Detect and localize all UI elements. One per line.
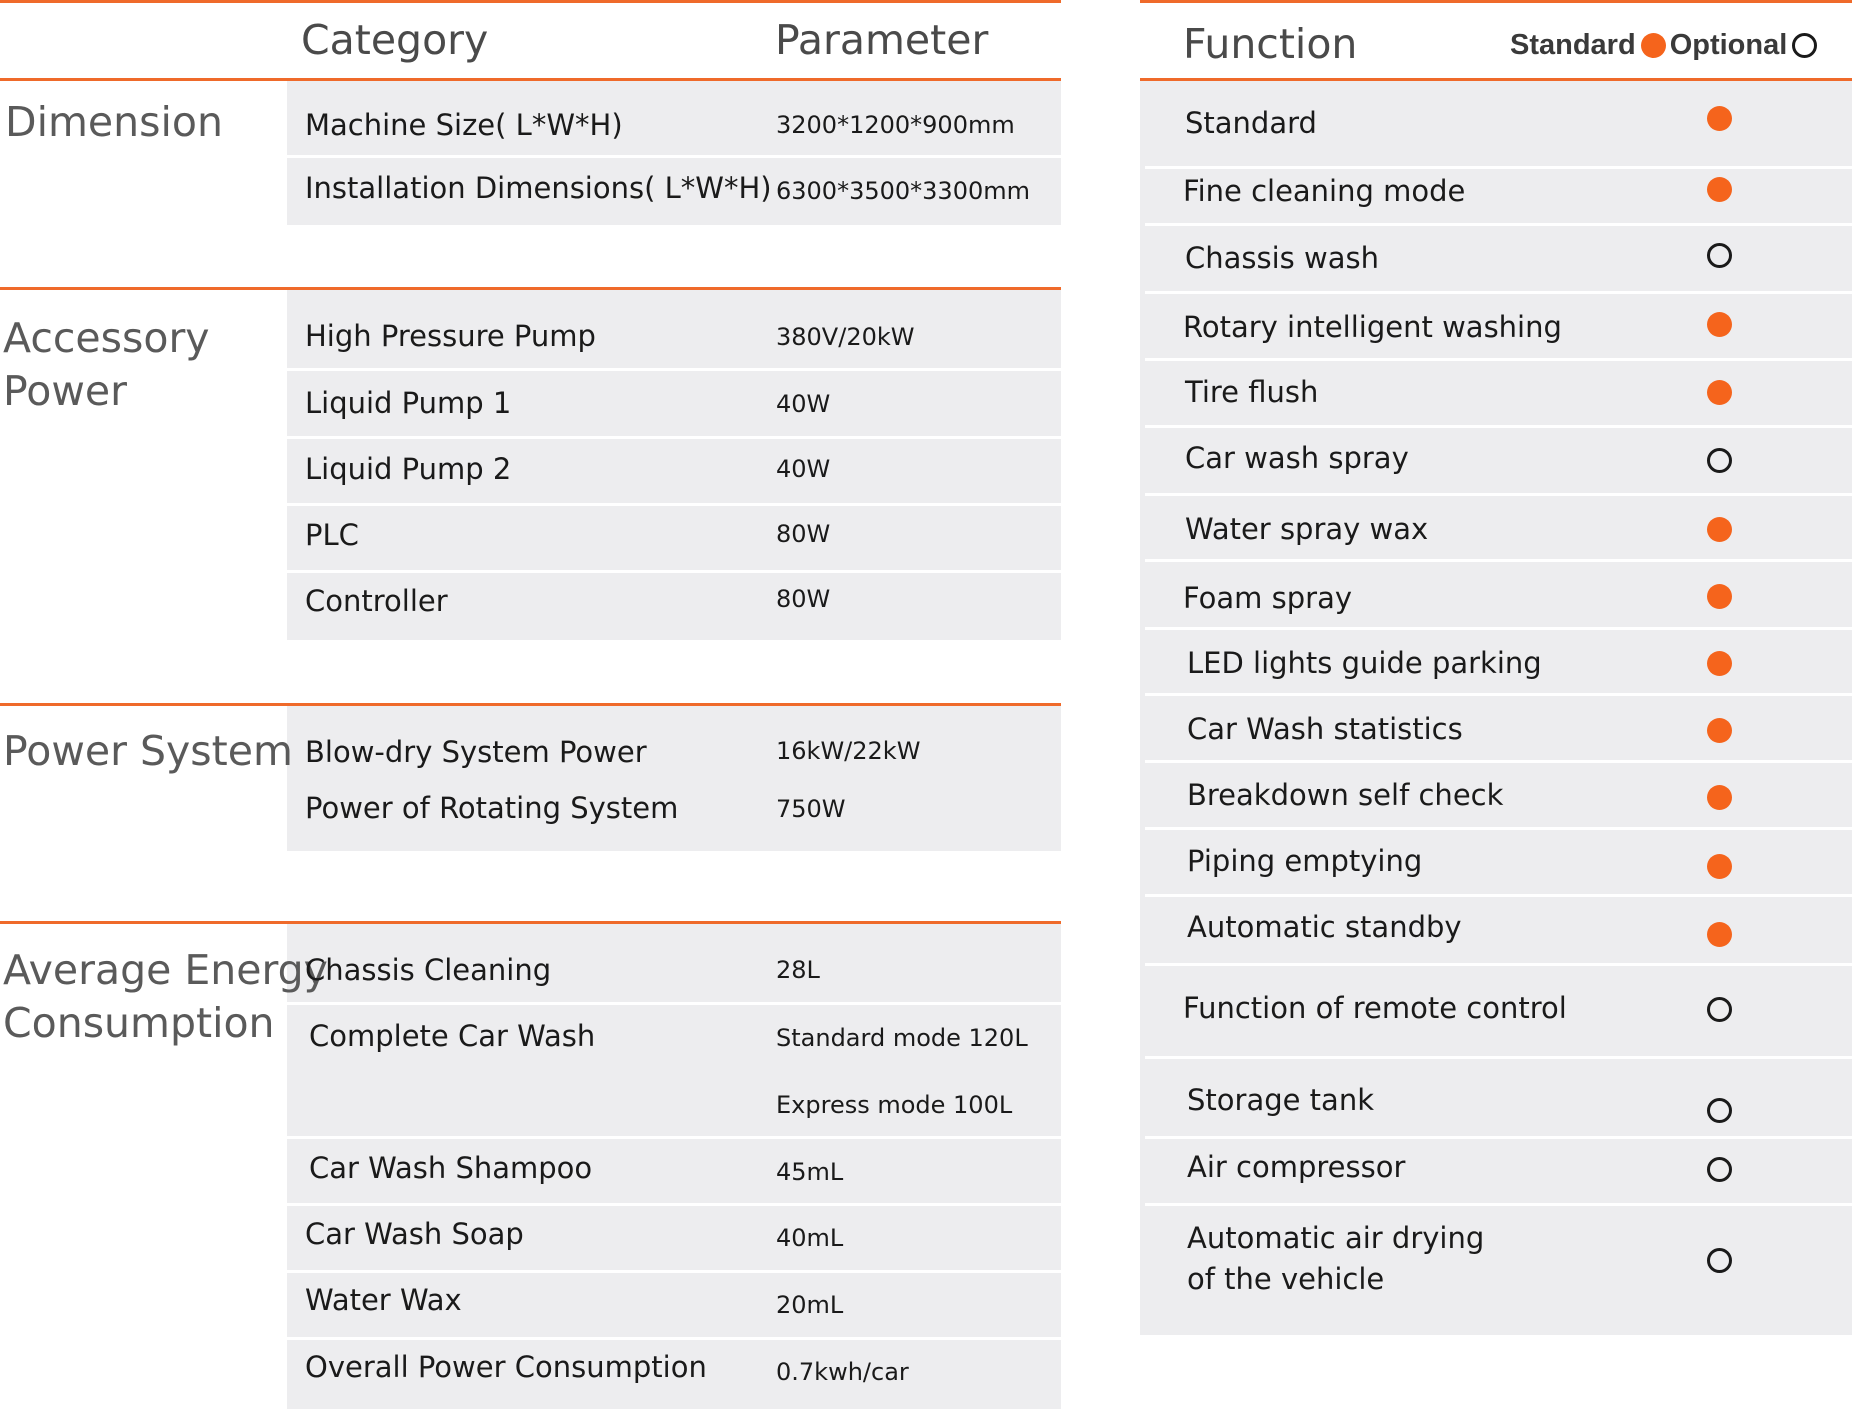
row-separator [1145, 827, 1852, 830]
function-item [1187, 1147, 1405, 1188]
function-item-label: Piping emptying [1187, 844, 1423, 878]
function-item [1183, 578, 1352, 619]
function-item [1183, 988, 1567, 1029]
section-title-line: Consumption [3, 999, 275, 1047]
row-category: Overall Power Consumption [305, 1350, 707, 1384]
section-title-line: Power System [3, 727, 293, 775]
section-title-line: Dimension [5, 98, 223, 146]
function-item [1185, 238, 1379, 279]
function-item-label: Tire flush [1185, 375, 1319, 409]
row-value: 28L [776, 956, 820, 984]
row-category: PLC [305, 518, 359, 552]
row-value: 16kW/22kW [776, 737, 921, 765]
row-value: 80W [776, 520, 831, 548]
function-item [1183, 171, 1465, 212]
row-separator [287, 503, 1061, 506]
row-category: Power of Rotating System [305, 791, 679, 825]
function-item [1187, 1080, 1374, 1121]
optional-circle-icon [1707, 243, 1732, 268]
function-item-label: Automatic standby [1187, 910, 1462, 944]
function-item-label: Function of remote control [1183, 991, 1567, 1025]
row-category: Chassis Cleaning [305, 953, 552, 987]
row-category: Complete Car Wash [309, 1019, 596, 1053]
section-title [5, 96, 223, 149]
row-separator [1145, 493, 1852, 496]
function-item [1185, 372, 1318, 413]
row-separator [287, 436, 1061, 439]
standard-dot-icon [1707, 718, 1732, 743]
row-category: High Pressure Pump [305, 319, 596, 353]
function-item-label: Car wash spray [1185, 441, 1409, 475]
optional-circle-icon [1707, 1157, 1732, 1182]
row-separator [1145, 894, 1852, 897]
row-value: 750W [776, 795, 846, 823]
row-value: 6300*3500*3300mm [776, 177, 1030, 205]
function-item [1187, 643, 1542, 684]
standard-dot-icon [1707, 517, 1732, 542]
row-value: 20mL [776, 1291, 844, 1319]
standard-dot-icon [1707, 651, 1732, 676]
function-item-label: Automatic air drying [1187, 1221, 1485, 1255]
standard-dot-icon [1707, 922, 1732, 947]
section-title-line: Average Energy [3, 946, 328, 994]
function-item-label: LED lights guide parking [1187, 646, 1542, 680]
row-value: 3200*1200*900mm [776, 111, 1015, 139]
row-separator [287, 1136, 1061, 1139]
function-item-label: Foam spray [1183, 581, 1353, 615]
row-separator [1145, 963, 1852, 966]
optional-circle-icon [1707, 1098, 1732, 1123]
row-category: Liquid Pump 2 [305, 452, 512, 486]
function-item [1187, 841, 1422, 882]
standard-dot-icon [1707, 854, 1732, 879]
section-title [3, 725, 293, 778]
function-item-label: Water spray wax [1185, 512, 1429, 546]
function-header-top-rule [1140, 0, 1852, 3]
row-separator [1145, 166, 1852, 169]
row-separator [287, 368, 1061, 371]
optional-circle-icon [1707, 448, 1732, 473]
function-item-label: Storage tank [1187, 1083, 1374, 1117]
row-value: 40W [776, 390, 831, 418]
function-item [1187, 775, 1503, 816]
legend-standard-label: Standard [1510, 28, 1636, 61]
row-value: 80W [776, 585, 831, 613]
row-separator [1145, 1056, 1852, 1059]
row-category: Water Wax [305, 1283, 462, 1317]
function-item-label: Breakdown self check [1187, 778, 1504, 812]
optional-circle-icon [1707, 1248, 1732, 1273]
function-item [1185, 438, 1409, 479]
row-separator [1145, 291, 1852, 294]
standard-dot-icon [1707, 380, 1732, 405]
function-item-label: Rotary intelligent washing [1183, 310, 1562, 344]
standard-dot-icon [1707, 584, 1732, 609]
function-legend [1510, 27, 1817, 63]
legend-optional-label: Optional [1669, 28, 1788, 61]
row-separator [287, 155, 1061, 158]
row-separator [1145, 425, 1852, 428]
row-separator [287, 1002, 1061, 1005]
standard-dot-icon [1707, 312, 1732, 337]
section-title [3, 944, 328, 1050]
section-title-line: Accessory [3, 314, 210, 362]
row-category: Car Wash Soap [305, 1217, 524, 1251]
row-value: 0.7kwh/car [776, 1358, 909, 1386]
standard-dot-icon [1641, 33, 1666, 58]
row-separator [287, 570, 1061, 573]
row-separator [1145, 1203, 1852, 1206]
spec-header-top-rule [0, 0, 1061, 3]
function-item [1183, 307, 1562, 348]
function-item-label: Car Wash statistics [1187, 712, 1463, 746]
function-item [1185, 509, 1428, 550]
row-separator [1145, 223, 1852, 226]
row-category: Machine Size( L*W*H) [305, 108, 623, 142]
function-item-label: Chassis wash [1185, 241, 1379, 275]
section-title-line: Power [3, 367, 127, 415]
row-separator [1145, 358, 1852, 361]
row-value: 40W [776, 455, 831, 483]
row-value: Express mode 100L [776, 1091, 1013, 1119]
row-separator [287, 1270, 1061, 1273]
function-item-label: Air compressor [1187, 1150, 1406, 1184]
function-item [1187, 709, 1463, 750]
function-item-label: of the vehicle [1187, 1262, 1385, 1296]
section-panel [287, 706, 1061, 851]
category-column-header: Category [301, 16, 489, 64]
row-separator [287, 1337, 1061, 1340]
function-item-label: Fine cleaning mode [1183, 174, 1466, 208]
row-value: 40mL [776, 1224, 844, 1252]
row-category: Blow-dry System Power [305, 735, 647, 769]
function-item-label: Standard [1185, 106, 1317, 140]
standard-dot-icon [1707, 106, 1732, 131]
row-value: Standard mode 120L [776, 1024, 1028, 1052]
standard-dot-icon [1707, 785, 1732, 810]
function-item [1187, 1218, 1484, 1300]
function-item [1185, 103, 1317, 144]
row-separator [1145, 559, 1852, 562]
row-separator [1145, 693, 1852, 696]
row-separator [1145, 1136, 1852, 1139]
row-value: 380V/20kW [776, 323, 915, 351]
standard-dot-icon [1707, 177, 1732, 202]
parameter-column-header: Parameter [775, 16, 989, 64]
row-category: Installation Dimensions( L*W*H) [305, 171, 772, 205]
row-category: Liquid Pump 1 [305, 386, 512, 420]
function-column-header: Function [1183, 20, 1358, 68]
optional-circle-icon [1792, 33, 1817, 58]
row-separator [287, 1203, 1061, 1206]
optional-circle-icon [1707, 997, 1732, 1022]
row-separator [1145, 760, 1852, 763]
row-category: Controller [305, 584, 448, 618]
section-title [3, 312, 210, 418]
function-item [1187, 907, 1462, 948]
row-value: 45mL [776, 1158, 844, 1186]
row-category: Car Wash Shampoo [309, 1151, 593, 1185]
row-separator [1145, 627, 1852, 630]
